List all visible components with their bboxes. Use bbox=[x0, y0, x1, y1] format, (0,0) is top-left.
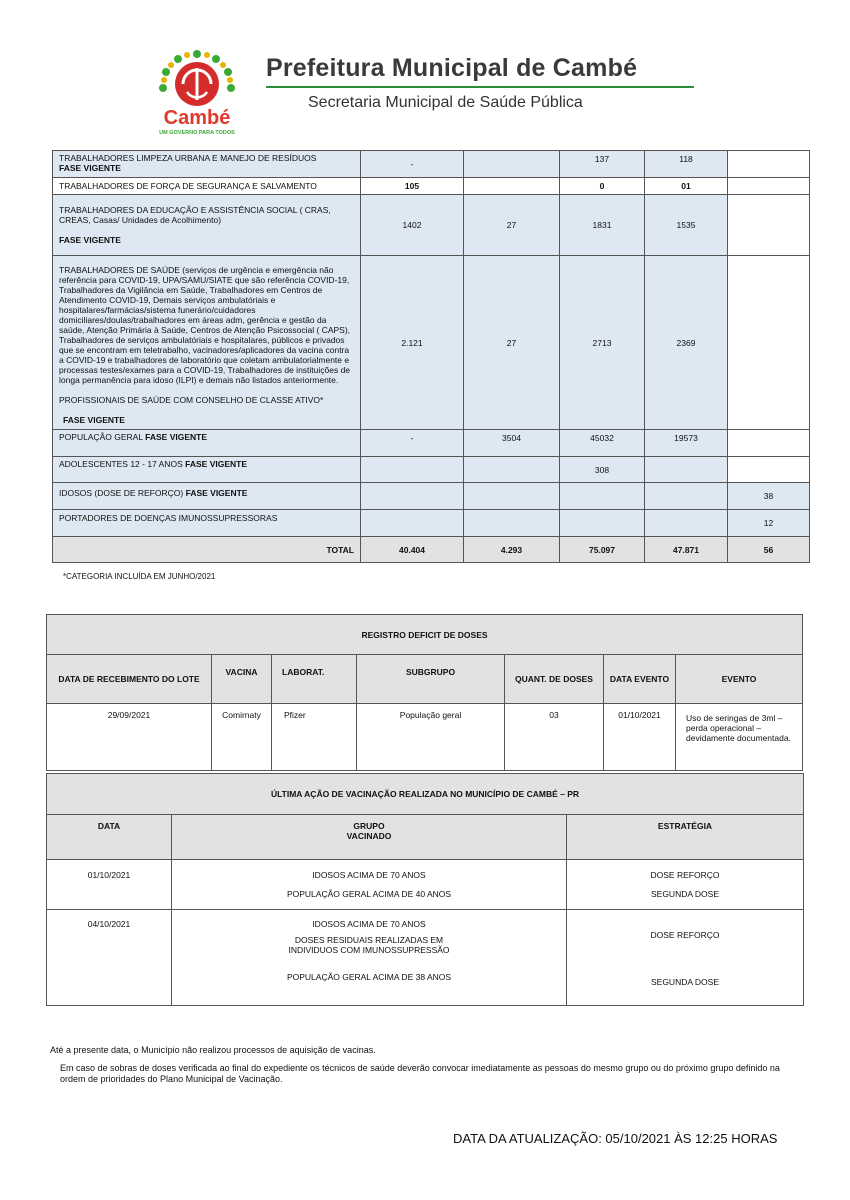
event-cell: Uso de seringas de 3ml – perda operacional – devidamente documentada. bbox=[676, 704, 803, 771]
dose-cell bbox=[464, 510, 560, 537]
date-cell: 01/10/2021 bbox=[47, 860, 172, 910]
dose-cell bbox=[728, 178, 810, 195]
group-header-line2: VACINADO bbox=[346, 831, 392, 841]
phase-label: FASE VIGENTE bbox=[185, 459, 248, 469]
dose-cell bbox=[645, 457, 728, 483]
total-cell: 75.097 bbox=[560, 537, 645, 563]
page-subtitle: Secretaria Municipal de Saúde Pública bbox=[308, 94, 583, 111]
category-extra-label: PROFISSIONAIS DE SAÚDE COM CONSELHO DE CLASSE ATIVO* bbox=[59, 395, 324, 405]
dose-cell: - bbox=[361, 151, 464, 178]
dose-cell bbox=[361, 483, 464, 510]
leftover-doses-note: Em caso de sobras de doses verificada ao final do expediente os técnicos de saúde deverão convocar imediatamente as pessoas do mesmo grupo ou do próximo grupo definido na ordem de prioridades do Plano Municipal de Vacinação. bbox=[60, 1063, 780, 1084]
dose-cell bbox=[464, 457, 560, 483]
column-header: QUANT. DE DOSES bbox=[505, 655, 604, 704]
strategy-cell bbox=[567, 860, 804, 910]
table-row bbox=[53, 256, 810, 430]
column-header: ESTRATÉGIA bbox=[567, 815, 804, 860]
dose-cell: 1402 bbox=[361, 195, 464, 256]
table-row bbox=[53, 151, 810, 178]
category-label: ADOLESCENTES 12 - 17 ANOS bbox=[59, 459, 183, 469]
last-vaccination-action-table bbox=[46, 773, 804, 1006]
category-cell bbox=[53, 256, 361, 430]
category-label: TRABALHADORES LIMPEZA URBANA E MANEJO DE RESÍDUOS bbox=[59, 153, 317, 163]
strategy-item: SEGUNDA DOSE bbox=[650, 977, 720, 987]
dose-cell bbox=[645, 510, 728, 537]
group-cell bbox=[172, 910, 567, 1006]
group-item: POPULAÇÃO GERAL ACIMA DE 38 ANOS bbox=[286, 972, 452, 982]
column-header: SUBGRUPO bbox=[357, 655, 505, 704]
last-action-title: ÚLTIMA AÇÃO DE VACINAÇÃO REALIZADA NO MUNICÍPIO DE CAMBÉ – PR bbox=[47, 774, 804, 815]
total-label: TOTAL bbox=[53, 537, 361, 563]
dose-cell bbox=[728, 430, 810, 457]
logo-tagline: UM GOVERNO PARA TODOS bbox=[159, 130, 235, 136]
table-row bbox=[47, 910, 804, 1006]
strategy-cell bbox=[567, 910, 804, 1006]
column-header: DATA EVENTO bbox=[604, 655, 676, 704]
category-cell bbox=[53, 510, 361, 537]
dose-cell: 2.121 bbox=[361, 256, 464, 430]
dose-cell bbox=[361, 457, 464, 483]
municipality-logo bbox=[150, 48, 245, 136]
dose-cell: 1535 bbox=[645, 195, 728, 256]
category-cell bbox=[53, 457, 361, 483]
group-item: POPULAÇÃO GERAL ACIMA DE 40 ANOS bbox=[286, 889, 452, 899]
category-cell bbox=[53, 430, 361, 457]
quantity-cell: 03 bbox=[505, 704, 604, 771]
dose-cell bbox=[728, 195, 810, 256]
category-label: TRABALHADORES DE SAÚDE (serviços de urgência e emergência não referência para COVID-19, UPA/SAMU/SIATE que são referência COVID-19, Trabalhadores da Vigilância em Saúde, Trabalhadores em Centros de Atendimento COVID-19, Demais serviços ambulatóriais e hospitalares/farmácias/sistema funerário/cuidadores domiciliares/doulas/trabalhadores em áreas adm, gerência e gestão da saúde, Atenção Primária à Saúde, Centros de Atenção Psicossocial ( CAPS), Trabalhadores de serviços ambulatóriais e hospitalares, públicos e privados que se encontram em teletrabalho, vacinadores/aplicadores da vacina contra a COVID-19 e trabalhadores de laboratório que coletam ambulatorialmente e processas testes/exames para a COVID-19, Trabalhadores de instituições de longa permanência para idoso (ILPI) e demais não listados anteriormente. bbox=[59, 265, 351, 385]
column-header: EVENTO bbox=[676, 655, 803, 704]
table-row bbox=[53, 483, 810, 510]
category-cell bbox=[53, 195, 361, 256]
dose-cell: 308 bbox=[560, 457, 645, 483]
table-row bbox=[53, 178, 810, 195]
phase-label: FASE VIGENTE bbox=[59, 163, 121, 173]
group-item: IDOSOS ACIMA DE 70 ANOS bbox=[312, 870, 426, 880]
deficit-table bbox=[46, 614, 803, 771]
dose-cell: - bbox=[361, 430, 464, 457]
dose-cell: 2713 bbox=[560, 256, 645, 430]
phase-label: FASE VIGENTE bbox=[145, 432, 208, 442]
event-date-cell: 01/10/2021 bbox=[604, 704, 676, 771]
procurement-note: Até a presente data, o Município não realizou processos de aquisição de vacinas. bbox=[50, 1045, 376, 1055]
total-cell: 40.404 bbox=[361, 537, 464, 563]
phase-label: FASE VIGENTE bbox=[185, 488, 248, 498]
lab-cell: Pfizer bbox=[272, 704, 357, 771]
strategy-item: DOSE REFORÇO bbox=[650, 930, 720, 940]
group-item: IDOSOS ACIMA DE 70 ANOS bbox=[312, 919, 426, 929]
category-label: PORTADORES DE DOENÇAS IMUNOSSUPRESSORAS bbox=[59, 513, 278, 523]
column-header: DATA bbox=[47, 815, 172, 860]
group-item: INDIVIDUOS COM IMUNOSSUPRESSÃO bbox=[288, 945, 450, 955]
column-header: VACINA bbox=[212, 655, 272, 704]
category-label: IDOSOS (DOSE DE REFORÇO) bbox=[59, 488, 184, 498]
dose-cell: 38 bbox=[728, 483, 810, 510]
dose-cell: 27 bbox=[464, 256, 560, 430]
dose-cell bbox=[728, 457, 810, 483]
vaccination-table bbox=[52, 150, 810, 563]
dose-cell: 105 bbox=[361, 178, 464, 195]
group-header-line1: GRUPO bbox=[353, 821, 385, 831]
lot-date-cell: 29/09/2021 bbox=[47, 704, 212, 771]
dose-cell bbox=[464, 151, 560, 178]
dose-cell: 45032 bbox=[560, 430, 645, 457]
table-row bbox=[47, 860, 804, 910]
update-timestamp: DATA DA ATUALIZAÇÃO: 05/10/2021 ÀS 12:25 HORAS bbox=[453, 1131, 778, 1146]
dose-cell bbox=[361, 510, 464, 537]
category-cell bbox=[53, 483, 361, 510]
dose-cell bbox=[560, 510, 645, 537]
table-row bbox=[53, 430, 810, 457]
dose-cell: 2369 bbox=[645, 256, 728, 430]
column-header: DATA DE RECEBIMENTO DO LOTE bbox=[47, 655, 212, 704]
vaccine-cell: Comirnaty bbox=[212, 704, 272, 771]
header-row bbox=[47, 815, 804, 860]
phase-label: FASE VIGENTE bbox=[63, 415, 125, 425]
category-cell bbox=[53, 151, 361, 178]
phase-label: FASE VIGENTE bbox=[59, 235, 121, 245]
column-header: LABORAT. bbox=[272, 655, 357, 704]
header-row bbox=[47, 655, 803, 704]
total-row bbox=[53, 537, 810, 563]
dose-cell bbox=[560, 483, 645, 510]
dose-cell: 3504 bbox=[464, 430, 560, 457]
category-label: TRABALHADORES DA EDUCAÇÃO E ASSISTÊNCIA SOCIAL ( CRAS, CREAS, Casas/ Unidades de Acolhimento) bbox=[59, 205, 331, 225]
dose-cell: 0 bbox=[560, 178, 645, 195]
category-cell bbox=[53, 178, 361, 195]
category-note: *CATEGORIA INCLUÍDA EM JUNHO/2021 bbox=[63, 572, 216, 581]
dose-cell bbox=[645, 483, 728, 510]
table-row bbox=[53, 195, 810, 256]
table-row bbox=[53, 457, 810, 483]
dose-cell: 01 bbox=[645, 178, 728, 195]
strategy-item: DOSE REFORÇO bbox=[650, 870, 720, 880]
dose-cell bbox=[464, 178, 560, 195]
dose-cell bbox=[464, 483, 560, 510]
category-label: TRABALHADORES DE FORÇA DE SEGURANÇA E SALVAMENTO bbox=[59, 181, 317, 191]
dose-cell: 1831 bbox=[560, 195, 645, 256]
date-cell: 04/10/2021 bbox=[47, 910, 172, 1006]
dose-cell: 19573 bbox=[645, 430, 728, 457]
table-row bbox=[53, 510, 810, 537]
dose-cell: 27 bbox=[464, 195, 560, 256]
table-row bbox=[47, 704, 803, 771]
total-cell: 56 bbox=[728, 537, 810, 563]
total-cell: 4.293 bbox=[464, 537, 560, 563]
header-divider bbox=[266, 86, 694, 88]
logo-wordmark: Cambé bbox=[163, 107, 231, 129]
dose-cell bbox=[728, 151, 810, 178]
dose-cell: 137 bbox=[560, 151, 645, 178]
dose-cell bbox=[728, 256, 810, 430]
column-header bbox=[172, 815, 567, 860]
category-label: POPULAÇÃO GERAL bbox=[59, 432, 143, 442]
deficit-table-title: REGISTRO DEFICIT DE DOSES bbox=[47, 615, 803, 655]
dose-cell: 12 bbox=[728, 510, 810, 537]
page-title: Prefeitura Municipal de Cambé bbox=[266, 54, 638, 82]
total-cell: 47.871 bbox=[645, 537, 728, 563]
dose-cell: 118 bbox=[645, 151, 728, 178]
strategy-item: SEGUNDA DOSE bbox=[650, 889, 720, 899]
subgroup-cell: População geral bbox=[357, 704, 505, 771]
group-item: DOSES RESIDUAIS REALIZADAS EM bbox=[294, 935, 444, 945]
group-cell bbox=[172, 860, 567, 910]
